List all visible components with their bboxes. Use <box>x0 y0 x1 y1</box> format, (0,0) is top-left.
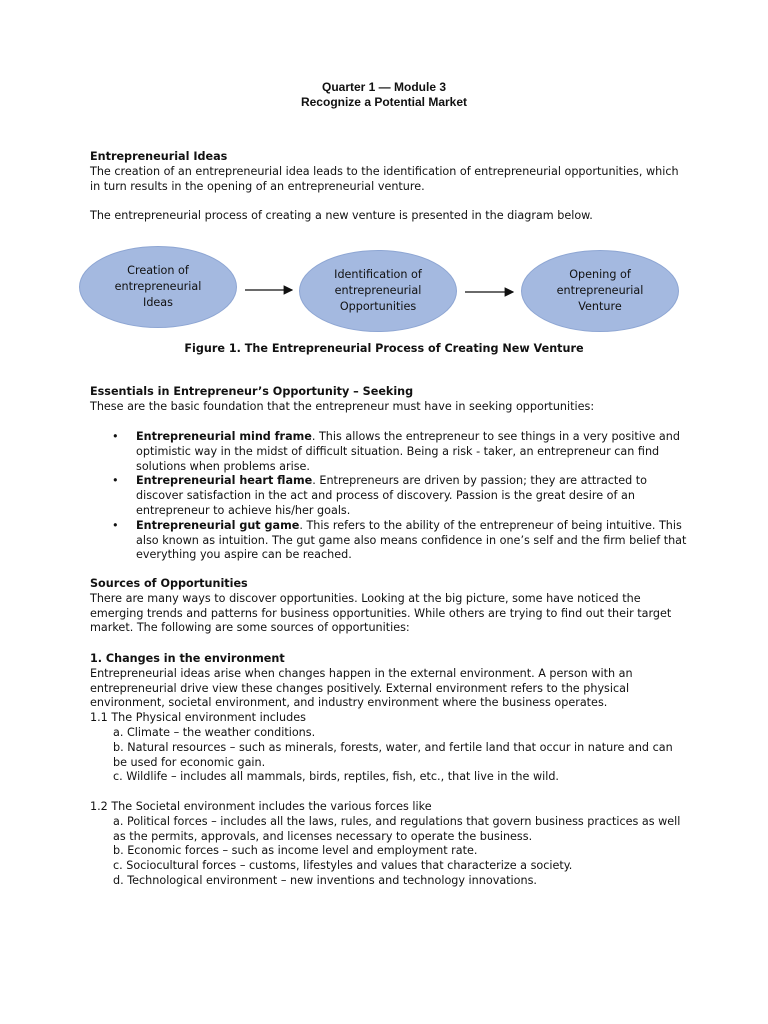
bullet-term: Entrepreneurial mind frame <box>136 430 312 443</box>
bullet-text: . This allows the entrepreneur to see things in a very positive and optimistic way in the midst of difficult situation. Being a risk - taker, an entrepreneur can find solutions when problems arise. <box>136 430 680 473</box>
spacer <box>90 785 690 800</box>
bullet-icon: • <box>112 474 119 488</box>
bullet-term: Entrepreneurial gut game <box>136 518 300 532</box>
page-title: Recognize a Potential Market <box>300 95 468 109</box>
quarter-module-label: Quarter 1 — Module 3 <box>321 80 447 94</box>
changes-section <box>90 652 690 889</box>
essentials-section <box>90 385 690 415</box>
sources-section <box>90 577 690 636</box>
section-heading: Essentials in Entrepreneur’s Opportunity – Seeking <box>90 385 414 398</box>
diagram-step-label: Identification of entrepreneurial Opportunities <box>334 268 422 313</box>
bullet-text: . Entrepreneurs are driven by passion; they are attracted to discover satisfaction in the act and process of discovery. Passion is the great desire of an entrepreneur to achieve his/her goals. <box>136 474 648 517</box>
document-header <box>0 80 768 110</box>
list-item: b. Economic forces – such as income level and employment rate. <box>113 844 478 858</box>
process-intro-section <box>90 209 690 224</box>
subsection-heading: 1.1 The Physical environment includes <box>90 711 306 725</box>
diagram-step-label: Creation of entrepreneurial Ideas <box>114 264 202 309</box>
bullet-term: Entrepreneurial heart flame <box>136 474 313 488</box>
paragraph: There are many ways to discover opportunities. Looking at the big picture, some have noticed the emerging trends and patterns for business opportunities. While others are trying to find out their target market. The following are some sources of opportunities: <box>90 591 672 635</box>
bullet-icon: • <box>112 430 119 443</box>
bullet-icon: • <box>112 518 119 532</box>
subsection-heading: 1.2 The Societal environment includes the various forces like <box>90 799 432 813</box>
diagram-step-identification <box>299 250 457 332</box>
essentials-bullet-list <box>90 430 690 563</box>
list-item: d. Technological environment – new inventions and technology innovations. <box>113 873 537 887</box>
paragraph: These are the basic foundation that the entrepreneur must have in seeking opportunities: <box>90 399 595 413</box>
list-item: a. Climate – the weather conditions. <box>113 725 316 739</box>
list-item: b. Natural resources – such as minerals, forests, water, and fertile land that occur in nature and can be used for economic gain. <box>113 740 673 769</box>
list-item: c. Wildlife – includes all mammals, birds, reptiles, fish, etc., that live in the wild. <box>113 770 559 784</box>
paragraph: The creation of an entrepreneurial idea leads to the identification of entrepreneurial opportunities, which in turn results in the opening of an entrepreneurial venture. <box>90 164 679 193</box>
bullet-text: . This refers to the ability of the entrepreneur of being intuitive. This also known as intuition. The gut game also means confidence in one’s self and the firm belief that everything you aspire can be reached. <box>136 518 687 562</box>
list-item <box>90 430 690 474</box>
list-item <box>90 519 690 563</box>
list-item: c. Sociocultural forces – customs, lifestyles and values that characterize a society. <box>113 859 573 873</box>
paragraph: The entrepreneurial process of creating a new venture is presented in the diagram below. <box>90 209 593 222</box>
section-heading: Sources of Opportunities <box>90 577 248 590</box>
figure-caption: Figure 1. The Entrepreneurial Process of Creating New Venture <box>184 342 584 355</box>
list-item <box>90 474 690 518</box>
list-item: a. Political forces – includes all the laws, rules, and regulations that govern business practices as well as the permits, approvals, and licenses necessary to operate the business. <box>113 814 681 843</box>
paragraph: Entrepreneurial ideas arise when changes happen in the external environment. A person with an entrepreneurial drive view these changes positively. External environment refers to the physical environment, societal environment, and industry environment where the business operates. <box>90 666 633 710</box>
section-heading: 1. Changes in the environment <box>90 652 285 665</box>
diagram-step-creation <box>79 246 237 328</box>
entrepreneurial-ideas-section <box>90 150 690 194</box>
section-heading: Entrepreneurial Ideas <box>90 150 228 163</box>
diagram-step-opening <box>521 250 679 332</box>
diagram-step-label: Opening of entrepreneurial Venture <box>556 268 644 313</box>
